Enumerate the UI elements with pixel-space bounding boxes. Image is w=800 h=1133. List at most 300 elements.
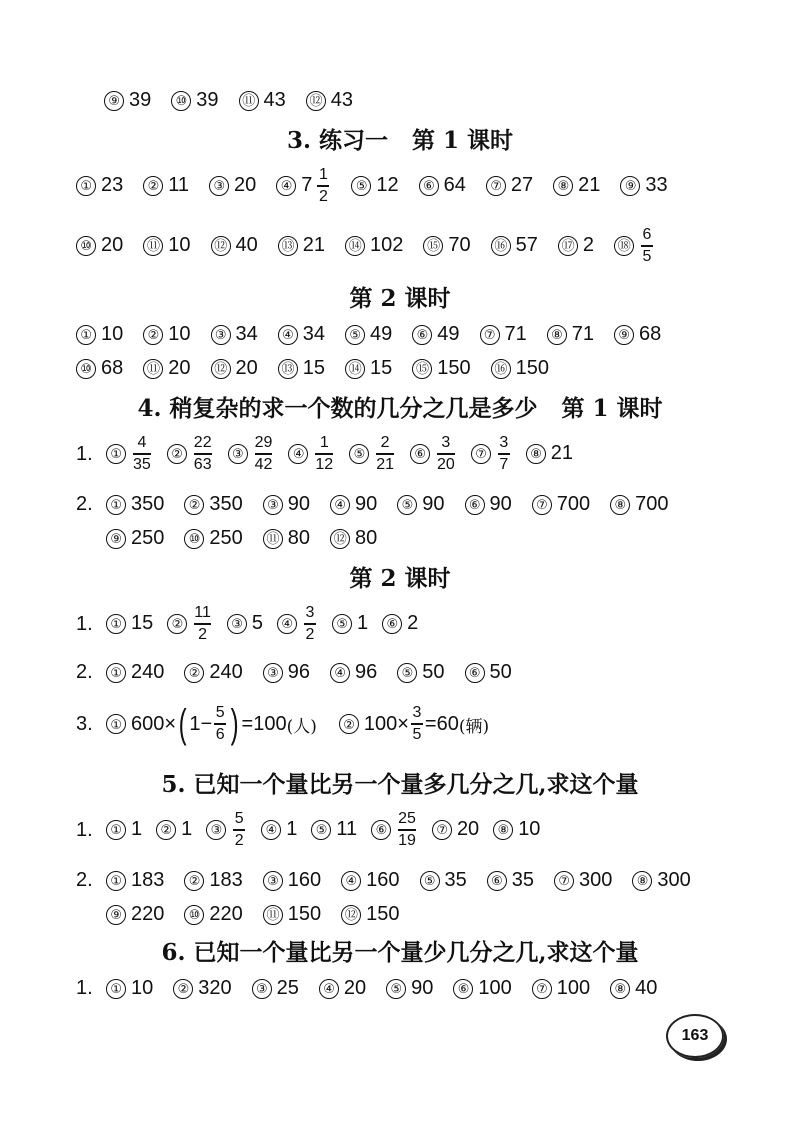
answer-value: 50 [489, 661, 512, 683]
answer-item [311, 818, 357, 841]
answer-value: 102 [370, 234, 404, 257]
lesson-title: 第 1 课时 [561, 394, 663, 422]
answer-item [491, 357, 549, 380]
answer-value: 5 [251, 612, 263, 635]
answer-item [423, 234, 470, 257]
answer-item [397, 493, 444, 516]
answer-value: 80 [355, 527, 378, 549]
answer-item [614, 227, 655, 266]
circled-number: ② [143, 176, 163, 196]
answer-item [277, 605, 318, 644]
question-number: 2. [76, 660, 93, 683]
answer-value: 240 [209, 661, 243, 683]
circled-number: ⑥ [419, 176, 439, 196]
answer-item [76, 323, 123, 346]
answer-item [332, 612, 368, 635]
answer-value: 15 [370, 357, 393, 379]
denominator: 5 [412, 725, 422, 743]
answer-item [526, 442, 573, 465]
answer-list [76, 227, 675, 266]
expression-text: 600× [131, 712, 177, 735]
circled-number: ⑦ [486, 176, 506, 196]
answer-item [610, 493, 668, 516]
answer-value: 150 [515, 357, 549, 379]
answer-value: 150 [366, 903, 400, 925]
circled-number: ⑨ [106, 529, 126, 549]
answer-value: 21 [302, 234, 325, 257]
circled-number: ⑩ [184, 905, 204, 925]
answer-item [184, 903, 242, 926]
answer-item [480, 323, 527, 346]
answer-list [76, 167, 688, 206]
circled-number: ⑯ [491, 359, 511, 379]
page-number-badge [666, 1014, 724, 1058]
answer-item [486, 174, 533, 197]
numerator: 1 [319, 433, 329, 451]
answer-item [263, 661, 310, 684]
answer-value: 71 [571, 323, 594, 345]
section-heading [0, 930, 800, 970]
circled-number: ② [173, 979, 193, 999]
fraction [304, 605, 316, 644]
answer-item [106, 493, 164, 516]
answer-list [106, 526, 397, 550]
answer-value: 20 [168, 357, 191, 379]
denominator: 42 [254, 455, 273, 473]
answer-item [465, 661, 512, 684]
circled-number: ② [167, 614, 187, 634]
answer-value: 350 [209, 493, 243, 515]
answer-item [620, 174, 667, 197]
section-heading [0, 762, 800, 802]
circled-number: ⑥ [382, 614, 402, 634]
circled-number: ⑥ [371, 820, 391, 840]
answer-item [349, 435, 396, 474]
answer-item [156, 818, 192, 841]
answer-value: 20 [343, 977, 367, 999]
fraction [317, 167, 329, 206]
circled-number: ⑧ [632, 871, 652, 891]
answer-list [106, 868, 711, 892]
answer-value: 70 [448, 234, 471, 257]
lesson-heading [0, 556, 800, 596]
answer-item [263, 903, 321, 926]
circled-number: ⑬ [278, 236, 298, 256]
answer-value: 23 [101, 174, 124, 197]
answer-row [0, 346, 569, 390]
answer-item [106, 661, 164, 684]
lesson-heading [0, 276, 800, 316]
answer-value: 90 [422, 493, 445, 515]
answer-item [278, 357, 325, 380]
answer-item [167, 435, 214, 474]
answer-item [173, 977, 231, 1000]
circled-number: ④ [341, 871, 361, 891]
answer-row [0, 224, 675, 268]
denominator: 2 [318, 187, 328, 205]
circled-number: ⑥ [453, 979, 473, 999]
answer-item [553, 174, 600, 197]
circled-number: ⑤ [311, 820, 331, 840]
circled-number: ⑬ [278, 359, 298, 379]
fraction [255, 435, 273, 474]
answer-value: 43 [263, 89, 286, 111]
answer-item [487, 869, 534, 892]
section-title: 4. 稍复杂的求一个数的几分之几是多少 [137, 394, 538, 422]
denominator: 2 [234, 831, 244, 849]
answer-value: 240 [131, 661, 165, 683]
answer-item [76, 234, 123, 257]
answer-value: 150 [287, 903, 322, 925]
answer-item [106, 818, 142, 841]
answer-value: 183 [131, 869, 165, 891]
circled-number: ⑩ [171, 91, 191, 111]
answer-list [106, 811, 554, 850]
answer-value: 80 [287, 527, 310, 549]
answer-value: 90 [411, 977, 434, 999]
circled-number: ⑮ [412, 359, 432, 379]
circled-number: ⑦ [432, 820, 452, 840]
answer-value: 57 [515, 234, 538, 257]
answer-item [397, 661, 444, 684]
fraction [411, 705, 423, 744]
lesson-title: 第 2 课时 [349, 284, 451, 312]
circled-number: ③ [211, 325, 231, 345]
answer-value: 34 [302, 323, 325, 345]
answer-item [184, 661, 242, 684]
numerator: 4 [137, 433, 147, 451]
answer-row [0, 78, 373, 122]
numerator: 25 [398, 809, 416, 827]
circled-number: ⑤ [397, 495, 417, 515]
answer-item [211, 323, 258, 346]
circled-number: ⑭ [345, 359, 365, 379]
answer-item [76, 174, 123, 197]
answer-item [211, 357, 258, 380]
circled-number: ⑪ [143, 359, 163, 379]
circled-number: ⑦ [471, 444, 491, 464]
answer-value: 10 [168, 234, 191, 257]
answer-value: 10 [168, 323, 191, 345]
answer-value: 10 [131, 977, 154, 999]
answer-value: 90 [287, 493, 310, 515]
answer-item [239, 89, 286, 112]
denominator: 6 [215, 725, 225, 743]
answer-value: 183 [209, 869, 243, 891]
answer-item [410, 435, 457, 474]
answer-value: 11 [168, 174, 190, 197]
circled-number: ⑫ [211, 359, 231, 379]
circled-number: ⑧ [553, 176, 573, 196]
circled-number: ② [339, 714, 359, 734]
circled-number: ⑦ [532, 979, 552, 999]
answer-item [330, 527, 377, 550]
answer-list [106, 902, 420, 926]
answer-item [610, 977, 657, 1000]
circled-number: ④ [330, 495, 350, 515]
answer-row [0, 516, 397, 560]
answer-value: 64 [443, 174, 466, 197]
answer-item [319, 977, 366, 1000]
circled-number: ① [76, 325, 96, 345]
circled-number: ① [106, 820, 126, 840]
circled-number: ⑪ [143, 236, 163, 256]
answer-item [143, 234, 190, 257]
fraction [437, 435, 455, 474]
answer-value: 220 [131, 903, 165, 925]
circled-number: ⑮ [423, 236, 443, 256]
answer-value: 49 [370, 323, 393, 345]
question-number: 2. [76, 492, 93, 515]
section-heading [0, 118, 800, 158]
numerator: 3 [441, 433, 451, 451]
answer-item [106, 612, 153, 635]
answer-value: 11 [336, 818, 358, 841]
circled-number: ⑤ [345, 325, 365, 345]
left-paren-icon: ( [178, 702, 187, 746]
answer-item [206, 811, 247, 850]
answer-value: 25 [276, 977, 299, 999]
answer-item [106, 869, 164, 892]
question-row [0, 966, 677, 1010]
denominator: 12 [315, 455, 334, 473]
numerator: 3 [499, 433, 509, 451]
circled-number: ① [106, 495, 126, 515]
answer-item [453, 977, 511, 1000]
question-row [0, 702, 489, 746]
denominator: 2 [198, 625, 207, 643]
circled-number: ⑨ [620, 176, 640, 196]
numerator: 11 [194, 603, 211, 621]
answer-value: 96 [355, 661, 378, 683]
answer-value: 68 [639, 323, 662, 345]
expression-text: 1− [189, 712, 213, 735]
answer-item [491, 234, 538, 257]
answer-item [493, 818, 540, 841]
answer-item [306, 89, 353, 112]
question-number: 2. [76, 868, 93, 891]
answer-item [341, 903, 399, 926]
circled-number: ① [106, 714, 126, 734]
answer-item [386, 977, 433, 1000]
circled-number: ② [156, 820, 176, 840]
circled-number: ⑥ [412, 325, 432, 345]
circled-number: ⑤ [351, 176, 371, 196]
circled-number: ① [106, 444, 126, 464]
question-row [0, 432, 587, 476]
circled-number: ⑫ [330, 529, 350, 549]
answer-list [106, 435, 587, 474]
answer-value: 21 [550, 442, 574, 465]
question-number: 1. [76, 976, 93, 999]
circled-number: ③ [227, 614, 247, 634]
fraction [194, 605, 211, 644]
answer-item [554, 869, 612, 892]
answer-value: 1 [286, 818, 298, 841]
answer-item [263, 527, 310, 550]
circled-number: ③ [263, 871, 283, 891]
answer-item [330, 661, 377, 684]
answer-value: 250 [131, 527, 165, 549]
right-paren-icon: ) [230, 702, 239, 746]
answer-value: 33 [645, 174, 668, 197]
answer-value: 40 [235, 234, 258, 257]
answer-value: 2 [582, 234, 594, 257]
answer-item [143, 323, 190, 346]
answer-value: 15 [302, 357, 325, 379]
answer-value: 1 [356, 612, 369, 635]
numerator: 5 [215, 703, 225, 721]
circled-number: ③ [209, 176, 229, 196]
circled-number: ⑥ [465, 495, 485, 515]
circled-number: ① [76, 176, 96, 196]
answer-value: 320 [198, 977, 232, 999]
answer-value: 15 [131, 612, 154, 635]
answer-value: 90 [355, 493, 378, 515]
answer-value: 700 [635, 493, 669, 515]
fraction [133, 435, 151, 474]
answer-value: 300 [579, 869, 613, 891]
answer-value: 160 [366, 869, 400, 891]
answer-value: 27 [510, 174, 534, 197]
answer-item [252, 977, 299, 1000]
answer-item [278, 323, 325, 346]
answer-item [106, 903, 164, 926]
answer-item [184, 869, 242, 892]
answer-value: 35 [444, 869, 467, 891]
question-row [0, 650, 532, 694]
answer-item [330, 493, 377, 516]
circled-number: ② [184, 663, 204, 683]
circled-number: ⑧ [610, 495, 630, 515]
answer-item [171, 89, 218, 112]
denominator: 20 [436, 455, 455, 473]
circled-number: ⑦ [532, 495, 552, 515]
answer-item [76, 357, 123, 380]
answer-value: 12 [376, 174, 399, 197]
circled-number: ⑨ [106, 905, 126, 925]
answer-item [167, 605, 213, 644]
answer-value: 20 [234, 174, 257, 197]
answer-item [104, 89, 151, 112]
circled-number: ③ [252, 979, 272, 999]
answer-value: 49 [437, 323, 460, 345]
circled-number: ⑤ [332, 614, 352, 634]
answer-value: 96 [287, 661, 310, 683]
unit-text: (人) [286, 716, 317, 737]
circled-number: ⑪ [263, 905, 283, 925]
circled-number: ① [106, 871, 126, 891]
answer-value: 250 [209, 527, 243, 549]
circled-number: ⑥ [487, 871, 507, 891]
numerator: 5 [234, 809, 244, 827]
fraction [398, 811, 416, 850]
answer-list [104, 88, 373, 112]
answer-item [465, 493, 512, 516]
circled-number: ⑫ [211, 236, 231, 256]
answer-value: 10 [101, 323, 124, 345]
unit-text: (辆) [458, 716, 490, 737]
answer-item [412, 357, 470, 380]
answer-value: 350 [131, 493, 165, 515]
answer-value: 220 [209, 903, 243, 925]
denominator: 5 [642, 247, 652, 265]
answer-value: 2 [407, 612, 419, 635]
denominator: 63 [193, 455, 212, 473]
circled-number: ③ [263, 663, 283, 683]
circled-number: ① [106, 979, 126, 999]
answer-item [371, 811, 418, 850]
circled-number: ⑩ [184, 529, 204, 549]
section-title: 6. 已知一个量比另一个量少几分之几,求这个量 [161, 938, 639, 966]
circled-number: ② [184, 495, 204, 515]
answer-item [143, 174, 189, 197]
numerator: 3 [305, 603, 315, 621]
answer-item [547, 323, 594, 346]
question-number: 3. [76, 712, 93, 735]
expression-text: 100× [363, 712, 409, 735]
answer-value: 39 [129, 89, 152, 111]
denominator: 2 [305, 625, 315, 643]
answer-item [382, 612, 418, 635]
fraction [214, 705, 226, 744]
answer-item [263, 493, 310, 516]
answer-list [106, 605, 432, 644]
answer-value: 100 [478, 977, 512, 999]
numerator: 22 [193, 433, 212, 451]
answer-value: 71 [504, 323, 527, 345]
numerator: 2 [380, 433, 390, 451]
answer-item [143, 357, 190, 380]
answer-item [261, 818, 297, 841]
answer-value: 68 [101, 357, 124, 379]
circled-number: ⑤ [420, 871, 440, 891]
answer-value: 1 [131, 818, 143, 841]
fraction [498, 435, 510, 474]
question-row [0, 602, 432, 646]
answer-list [76, 356, 569, 380]
circled-number: ⑰ [558, 236, 578, 256]
answer-value: 43 [330, 89, 353, 111]
answer-value: 150 [437, 357, 471, 379]
circled-number: ⑧ [547, 325, 567, 345]
circled-number: ① [106, 663, 126, 683]
answer-item [558, 234, 594, 257]
numerator: 1 [318, 165, 328, 183]
answer-item [276, 167, 331, 206]
answer-value: 10 [518, 818, 541, 841]
circled-number: ③ [228, 444, 248, 464]
fraction [194, 435, 212, 474]
question-number: 1. [76, 442, 93, 465]
answer-item [288, 435, 335, 474]
answer-value: 21 [578, 174, 601, 197]
circled-number: ④ [278, 325, 298, 345]
page-number: 163 [681, 1027, 709, 1044]
fraction [376, 435, 394, 474]
answer-value: 35 [511, 869, 534, 891]
answer-item [419, 174, 466, 197]
answer-item [532, 493, 590, 516]
circled-number: ⑱ [614, 236, 634, 256]
circled-number: ③ [263, 495, 283, 515]
answer-value: 34 [235, 323, 258, 345]
answer-item [184, 493, 242, 516]
numerator: 3 [412, 703, 422, 721]
answer-item [211, 234, 258, 257]
fraction [315, 435, 333, 474]
circled-number: ① [106, 614, 126, 634]
